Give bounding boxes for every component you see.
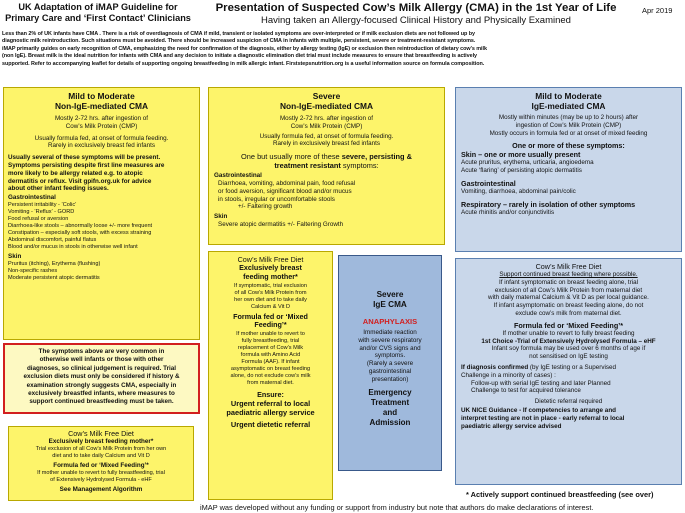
intro-line: diagnostic milk reintroduction. Such situations must be avoided. There should be increased suspicion of CMA in infants with multiple, persistent, severe or treatment-resistant symptoms. — [2, 38, 476, 45]
intro-line: (non IgE). Breast milk is the ideal nutrition for infants with CMA and any decision to initiate a diagnostic elimination diet trial must include measures to ensure that breastfeeding is actively — [2, 53, 478, 60]
followup-text: Follow-up with serial IgE testing and later Planned — [471, 379, 611, 387]
mild-ige-box — [455, 87, 682, 252]
nice-text: UK NICE Guidance - If competencies to arrange and — [461, 406, 617, 414]
usually-text: more likely to be allergy related e.g. to atopic — [8, 169, 143, 177]
diet-bf-heading: Exclusively breast — [239, 263, 302, 272]
diet-ff-text: Formula (AAF). If infant — [241, 359, 300, 366]
warning-line: exclusively breastfed infants, where measures to — [28, 390, 175, 398]
warning-box — [3, 343, 200, 414]
gi-item: or food aversion, significant blood and/or mucus — [218, 187, 352, 195]
diet-bf-text: exclude cow’s milk from maternal diet. — [515, 309, 622, 317]
diet-ige-box — [455, 258, 682, 485]
gi-item: in stools, irregular or uncomfortable stools — [218, 195, 335, 203]
box-title: Mild to Moderate — [68, 91, 135, 101]
diet-ff-text: of Extensively Hydrolysed Formula - eHF — [50, 476, 152, 483]
support-text: Support continued breast feeding where possible. — [499, 271, 638, 278]
skin-item: Pruritus (itching), Erythema (flushing) — [8, 260, 101, 267]
diet-title: Cow’s Milk Free Diet — [535, 262, 602, 271]
confirmed-text: Challenge in a minority of cases) : — [461, 371, 556, 379]
diet-severe-box — [208, 251, 333, 500]
onset-text: Mostly 2-72 hrs. after ingestion of — [279, 115, 374, 122]
severe-ige-text: Immediate reaction — [363, 329, 417, 336]
gi-item: Persistent irritability - ‘Colic’ — [8, 201, 77, 208]
severe-ige-text: presentation) — [371, 375, 409, 383]
diet-ff-text: Infant soy formula may be used over 6 months of age if — [491, 345, 646, 353]
anaphylaxis-label: ANAPHYLAXIS — [362, 317, 418, 326]
severe-ige-text: symptoms. — [374, 352, 406, 360]
gi-item: Diarrhoea-like stools – abnormally loose +/- more frequent — [8, 222, 153, 229]
skin-heading: Skin — [214, 213, 228, 221]
onset-text: ingestion of Cow’s Milk Protein (CMP) — [515, 121, 622, 129]
warning-line: exclusion diets must only be considered if history & — [23, 373, 180, 381]
diet-ff-text: alone, do not exclude cow’s milk — [230, 373, 311, 380]
diet-bf-text: Trial exclusion of all Cow’s Milk Protein from her own — [35, 445, 167, 452]
page-title-text: Presentation of Suspected Cow’s Milk Allergy (CMA) in the 1st Year of Life — [215, 2, 617, 14]
left-title-line-1: UK Adaptation of iMAP Guideline for — [18, 2, 178, 12]
confirmed-text: (by IgE testing or a Supervised — [528, 363, 617, 371]
one-but-text: symptoms: — [340, 161, 379, 171]
skin-item: Non-specific rashes — [8, 267, 58, 274]
onset-text: Cow’s Milk Protein (CMP) — [65, 122, 138, 130]
intro-line: iMAP primarily guides on early recognition of CMA, emphasizing the need for confirmation of the diagnosis, either by allergy testing (IgE) or exclusion then reintroduction of dietary cow’s milk — [2, 45, 487, 52]
gi-item: Diarrhoea, vomiting, abdominal pain, food refusal — [218, 179, 356, 187]
diet-ff-text: asymptomatic on breast feeding — [230, 366, 311, 373]
diet-bf-text: If symptomatic, trial exclusion — [233, 282, 308, 289]
onset-text: Mostly 2-72 hrs. after ingestion of — [54, 115, 149, 122]
gi-item: +/- Faltering growth — [238, 203, 293, 211]
severe-non-ige-box — [208, 87, 445, 245]
confirmed-heading: If diagnosis confirmed — [461, 363, 529, 371]
urgent-dietetic: Urgent dietetic referral — [230, 419, 311, 429]
diet-ff-text: formula with Amino Acid — [240, 352, 301, 359]
severe-ige-box — [338, 255, 442, 471]
left-title — [2, 2, 194, 24]
diet-bf-text: If infant asymptomatic on breast feeding alone, do not — [493, 302, 644, 310]
box-title: Non-IgE-mediated CMA — [279, 101, 374, 111]
emergency-action: Treatment — [370, 397, 410, 407]
diet-ff-text: not sensitised on IgE testing — [529, 353, 608, 361]
gi-item: Constipation – especially soft stools, with excess straining — [8, 229, 152, 236]
diet-bf-text: diet and to take daily Calcium and Vit D — [52, 452, 150, 459]
feeding-text: Usually formula fed, at onset of formula feeding. — [259, 132, 394, 140]
skin-heading: Skin – one or more usually present — [461, 150, 581, 160]
diet-bf-heading: feeding mother* — [243, 271, 298, 281]
warning-line: support continued breastfeeding must be taken. — [29, 398, 174, 406]
gi-heading: Gastrointestinal — [461, 178, 516, 188]
feeding-text: Usually formula fed, at onset of formula feeding. — [34, 134, 169, 142]
diet-ff-heading: Formula fed or ‘Mixed — [233, 311, 308, 321]
box-title: IgE-mediated CMA — [531, 101, 606, 111]
warning-line: examination strongly suggests CMA, especially in — [26, 381, 177, 389]
urgent-referral: Urgent referral to local — [230, 399, 311, 409]
intro-line: Less than 2% of UK infants have CMA . There is a risk of overdiagnosis of CMA if mild, transient or isolated symptoms are over-interpreted or if milk exclusion diets are not followed up by — [2, 31, 476, 37]
resp-item: Acute rhinitis and/or conjunctivitis — [461, 208, 555, 216]
gi-item: Vomiting, diarrhoea, abdominal pain/colic — [461, 187, 576, 195]
emergency-action: Emergency — [368, 387, 412, 397]
emergency-action: Admission — [369, 417, 411, 427]
diet-ff-text: fully breastfeeding, trial — [241, 338, 300, 345]
one-but-bold: severe, persisting & — [341, 152, 412, 162]
nice-text: interpret testing are not in place - early referral to local — [461, 414, 625, 422]
intro-line: supported. Refer to accompanying leaflet for details of supporting ongoing breastfeeding in milk allergic infant. Firststepsnutrition.org is a useful information source on formula composition. — [2, 60, 485, 67]
feeding-text: Rarely in exclusively breast fed infants — [47, 142, 156, 150]
diet-bf-heading: Exclusively breast feeding mother* — [48, 438, 154, 445]
diet-mild-box — [8, 426, 194, 501]
one-but-text: One but usually more of these — [241, 152, 342, 162]
diet-bf-text: Calcium & Vit D — [250, 303, 291, 310]
diet-ff-text: replacement of Cow’s Milk — [237, 345, 304, 352]
box-title: IgE CMA — [373, 300, 407, 309]
urgent-referral: paediatric allergy service — [226, 408, 315, 418]
ensure-label: Ensure: — [257, 390, 284, 400]
diet-ff-heading: Formula fed or ‘Mixed Feeding’* — [513, 320, 624, 330]
footnote: * Actively support continued breastfeeding (see over) — [466, 490, 654, 499]
severe-ige-text: with severe respiratory — [358, 336, 422, 344]
gi-heading: Gastrointestinal — [8, 194, 56, 202]
diet-ff-heading: Feeding’* — [254, 320, 287, 330]
skin-item: Moderate persistent atopic dermatitis — [8, 274, 100, 281]
diet-title: Cow’s Milk Free Diet — [237, 255, 304, 264]
diet-ff-text: If mother unable to revert to fully breastfeeding, trial — [37, 469, 165, 476]
box-title: Non-IgE-mediated CMA — [54, 101, 149, 111]
diet-bf-text: her own diet and to take daily — [234, 296, 307, 303]
page-title — [196, 1, 636, 15]
followup-text: Challenge to test for acquired tolerance — [471, 387, 581, 395]
diet-ff-text: from maternal diet. — [247, 380, 294, 387]
gi-item: Food refusal or aversion — [8, 215, 69, 222]
diet-title: Cow’s Milk Free Diet — [68, 429, 134, 438]
usually-text: Usually several of these symptoms will be present. — [8, 154, 161, 162]
one-or-more-text: One or more of these symptoms: — [512, 141, 625, 151]
footer-note: iMAP was developed without any funding or support from industry but note that authors do make declarations of interest. — [200, 503, 594, 512]
severe-ige-text: and/or CVS signs and — [359, 344, 421, 352]
usually-text: about other infant feeding issues. — [8, 185, 109, 193]
skin-item: Severe atopic dermatitis +/- Faltering Growth — [218, 220, 344, 228]
onset-text: Mostly occurs in formula fed or at onset of mixed feeding — [489, 129, 648, 137]
diet-bf-text: with daily maternal Calcium & Vit D as per local guidance. — [488, 294, 649, 302]
severe-ige-text: (Rarely a severe — [366, 360, 414, 368]
box-title: Severe — [312, 91, 341, 101]
intro-paragraph — [2, 31, 683, 68]
diet-ff-text: If mother unable to revert to — [236, 331, 305, 338]
diet-bf-text: of all Cow’s Milk Protein from — [234, 289, 307, 296]
box-title: Mild to Moderate — [535, 91, 602, 101]
emergency-action: and — [382, 407, 398, 417]
nice-text: paediatric allergy service advised — [461, 422, 562, 430]
skin-heading: Skin — [8, 252, 22, 260]
warning-line: diagnoses, so clinical judgement is required. Trial — [26, 364, 177, 372]
onset-text: Mostly within minutes (may be up to 2 hours) after — [498, 114, 639, 121]
dietetic-text: Dietetic referral required — [534, 398, 603, 406]
feeding-text: Rarely in exclusively breast fed infants — [272, 140, 381, 148]
onset-text: Cow’s Milk Protein (CMP) — [290, 122, 363, 130]
mild-non-ige-box — [3, 87, 200, 340]
skin-item: Acute ‘flaring’ of persisting atopic dermatitis — [461, 167, 582, 175]
box-title: Severe — [376, 290, 404, 299]
gi-item: Vomiting - ‘Reflux’ - GORD — [8, 208, 75, 215]
skin-item: Acute pruritus, erythema, urticaria, angioedema — [461, 159, 594, 167]
diet-ff-text: If mother unable to revert to fully breast feeding — [502, 329, 635, 337]
usually-text: Symptoms persisting despite first line measures are — [8, 161, 165, 169]
page-subtitle: Having taken an Allergy-focused Clinical History and Physically Examined — [261, 15, 571, 26]
diet-bf-text: exclusion of all Cow’s Milk Protein from maternal diet — [494, 286, 643, 294]
diet-bf-text: If infant symptomatic on breast feeding alone, trial — [499, 278, 638, 286]
gi-heading: Gastrointestinal — [214, 172, 262, 180]
warning-line: otherwise well infants or those with other — [39, 356, 164, 364]
diet-ff-heading: Formula fed or ‘Mixed Feeding’* — [53, 461, 149, 469]
left-title-line-2: Primary Care and ‘First Contact’ Clinicians — [5, 13, 191, 23]
one-but-bold: treatment resistant — [274, 161, 341, 171]
warning-line: The symptoms above are very common in — [38, 348, 165, 355]
severe-ige-text: gastrointestinal — [368, 367, 412, 375]
gi-item: Abdominal discomfort, painful flatus — [8, 236, 97, 243]
date-label: Apr 2019 — [642, 6, 673, 15]
usually-text: dermatitis or reflux. Visit gpifn.org.uk for advice — [8, 177, 152, 185]
diet-ff-text: 1st Choice -Trial of Extensively Hydrolysed Formula – eHF — [481, 337, 656, 345]
management-link[interactable]: See Management Algorithm — [59, 485, 143, 493]
resp-heading: Respiratory – rarely in isolation of other symptoms — [461, 199, 636, 209]
gi-item: Blood and/or mucus in stools in otherwise well infant — [8, 243, 138, 250]
